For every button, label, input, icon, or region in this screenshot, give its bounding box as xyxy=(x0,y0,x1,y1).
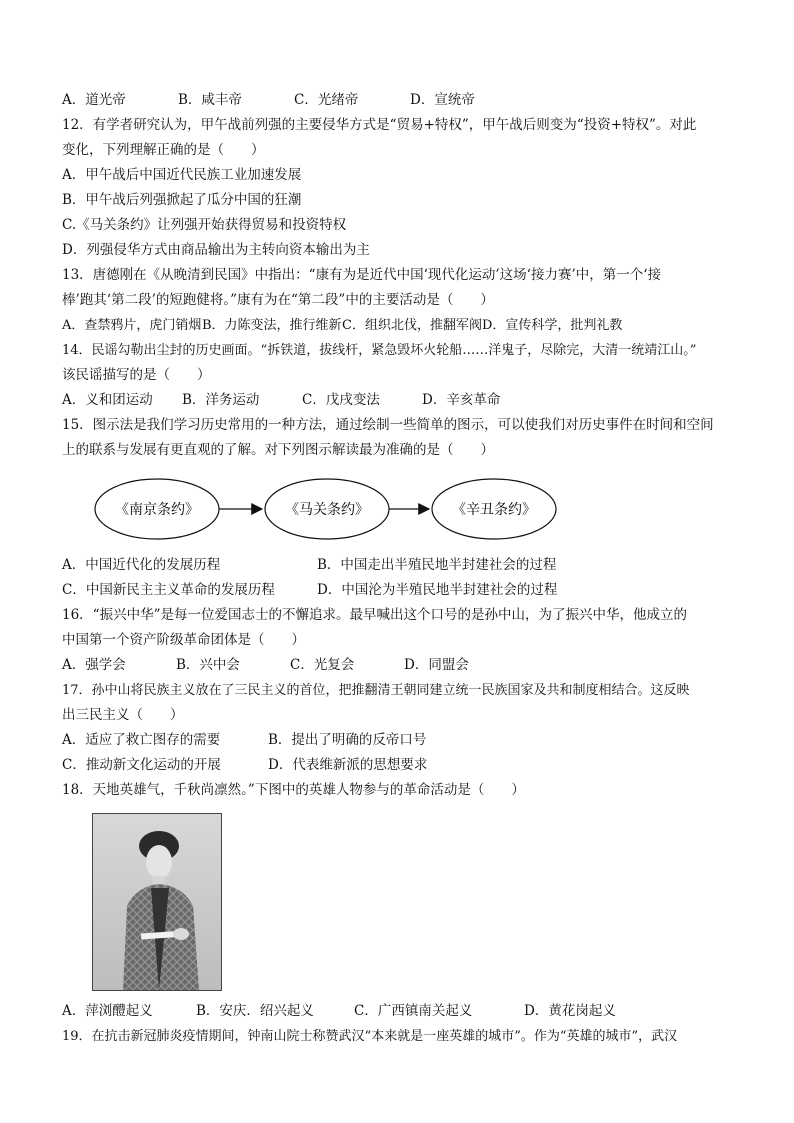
q17-stem-line2: 出三民主义（ ） xyxy=(62,707,184,723)
q17-stem-line1: 17．孙中山将民族主义放在了三民主义的首位，把推翻清王朝同建立统一民族国家及共和制度相结合。这反映 xyxy=(62,683,690,698)
q19-stem-line1: 19．在抗击新冠肺炎疫情期间，钟南山院士称赞武汉“本来就是一座英雄的城市”。作为“英雄的城市”，武汉 xyxy=(62,1029,678,1044)
q17-option-b[interactable]: B．提出了明确的反帝口号 xyxy=(268,732,427,748)
q13-option-d[interactable]: D．宣传科学，批判礼教 xyxy=(482,318,623,333)
q15-stem-line2: 上的联系与发展有更直观的了解。对下列图示解读最为准确的是（ ） xyxy=(62,442,494,458)
q13-stem-line2: 棒’跑其‘第二段’的短跑健将。”康有为在“第二段”中的主要活动是（ ） xyxy=(62,292,494,308)
q11-option-c[interactable]: C．光绪帝 xyxy=(294,92,359,108)
q14-options xyxy=(62,388,742,413)
q15-option-c[interactable]: C．中国新民主主义革命的发展历程 xyxy=(62,582,275,598)
exam-page xyxy=(62,88,742,1049)
q15-option-d[interactable]: D．中国沦为半殖民地半封建社会的过程 xyxy=(317,582,558,598)
q17-options-row2 xyxy=(62,753,742,778)
q17-option-c[interactable]: C．推动新文化运动的开展 xyxy=(62,757,221,773)
q13-option-c[interactable]: C．组织北伐，推翻军阀 xyxy=(342,318,482,333)
q12-option-a[interactable]: A．甲午战后中国近代民族工业加速发展 xyxy=(62,167,302,183)
q13-options xyxy=(62,313,742,338)
hero-portrait-photo xyxy=(92,813,222,991)
q14-option-c[interactable]: C．戊戌变法 xyxy=(302,392,380,408)
treaty-flow-diagram xyxy=(62,469,742,549)
q16-option-b[interactable]: B．兴中会 xyxy=(176,657,240,673)
q15-options-row2 xyxy=(62,578,742,603)
q17-option-a[interactable]: A．适应了救亡图存的需要 xyxy=(62,732,221,748)
q15-option-b[interactable]: B．中国走出半殖民地半封建社会的过程 xyxy=(317,557,557,573)
q12-option-c[interactable]: C.《马关条约》让列强开始获得贸易和投资特权 xyxy=(62,217,347,233)
node-label-xinchou: 《辛丑条约》 xyxy=(452,502,536,518)
q14-stem-line1: 14．民谣勾勒出尘封的历史画面。“拆铁道，拔线杆，紧急毁坏火轮船……洋鬼子，尽除完，大清一统靖江山。” xyxy=(62,343,697,358)
q16-option-d[interactable]: D．同盟会 xyxy=(404,657,469,673)
q16-option-c[interactable]: C．光复会 xyxy=(290,657,355,673)
q15-stem-line1: 15．图示法是我们学习历史常用的一种方法，通过绘制一些简单的图示，可以使我们对历史事件在时间和空间 xyxy=(62,417,714,433)
portrait-illustration xyxy=(93,814,221,990)
q18-options xyxy=(62,999,742,1024)
q13-option-a[interactable]: A．查禁鸦片，虎门销烟 xyxy=(62,318,202,333)
q14-option-b[interactable]: B．洋务运动 xyxy=(182,392,260,408)
q15-option-a[interactable]: A．中国近代化的发展历程 xyxy=(62,557,221,573)
q16-options xyxy=(62,653,742,678)
q18-option-a[interactable]: A．萍浏醴起义 xyxy=(62,1003,153,1019)
q18-option-b[interactable]: B．安庆．绍兴起义 xyxy=(196,1003,314,1019)
q14-option-d[interactable]: D．辛亥革命 xyxy=(422,392,501,408)
q13-stem-line1: 13．唐德刚在《从晚清到民国》中指出：“康有为是近代中国‘现代化运动’这场‘接力赛’中，第一个‘接 xyxy=(62,267,662,283)
q17-options-row1 xyxy=(62,728,742,753)
treaty-flow-svg xyxy=(62,469,742,549)
q11-options xyxy=(62,88,742,113)
node-label-maguan: 《马关条约》 xyxy=(285,502,369,518)
q17-option-d[interactable]: D．代表维新派的思想要求 xyxy=(268,757,428,773)
q11-option-d[interactable]: D．宣统帝 xyxy=(410,92,475,108)
node-label-nanjing: 《南京条约》 xyxy=(115,502,199,518)
q14-option-a[interactable]: A．义和团运动 xyxy=(62,392,153,408)
q16-stem-line2: 中国第一个资产阶级革命团体是（ ） xyxy=(62,632,305,648)
q18-stem-line1: 18．天地英雄气，千秋尚凛然。”下图中的英雄人物参与的革命活动是（ ） xyxy=(62,782,525,798)
q12-option-b[interactable]: B．甲午战后列强掀起了瓜分中国的狂潮 xyxy=(62,192,302,208)
q12-stem-line2: 变化，下列理解正确的是（ ） xyxy=(62,142,265,158)
q12-stem-line1: 12．有学者研究认为，甲午战前列强的主要侵华方式是“贸易+特权”，甲午战后则变为“投资+特权”。对此 xyxy=(62,117,697,133)
q18-option-d[interactable]: D．黄花岗起义 xyxy=(524,1003,616,1019)
q16-stem-line1: 16．“振兴中华”是每一位爱国志士的不懈追求。最早喊出这个口号的是孙中山，为了振兴中华，他成立的 xyxy=(62,607,687,623)
q11-option-b[interactable]: B．咸丰帝 xyxy=(178,92,242,108)
q16-option-a[interactable]: A．强学会 xyxy=(62,657,126,673)
q13-option-b[interactable]: B．力陈变法，推行维新 xyxy=(202,318,342,333)
q18-option-c[interactable]: C．广西镇南关起义 xyxy=(354,1003,473,1019)
q11-option-a[interactable]: A．道光帝 xyxy=(62,92,126,108)
q15-options-row1 xyxy=(62,553,742,578)
q12-option-d[interactable]: D．列强侵华方式由商品输出为主转向资本输出为主 xyxy=(62,242,370,258)
q14-stem-line2: 该民谣描写的是（ ） xyxy=(62,367,211,383)
